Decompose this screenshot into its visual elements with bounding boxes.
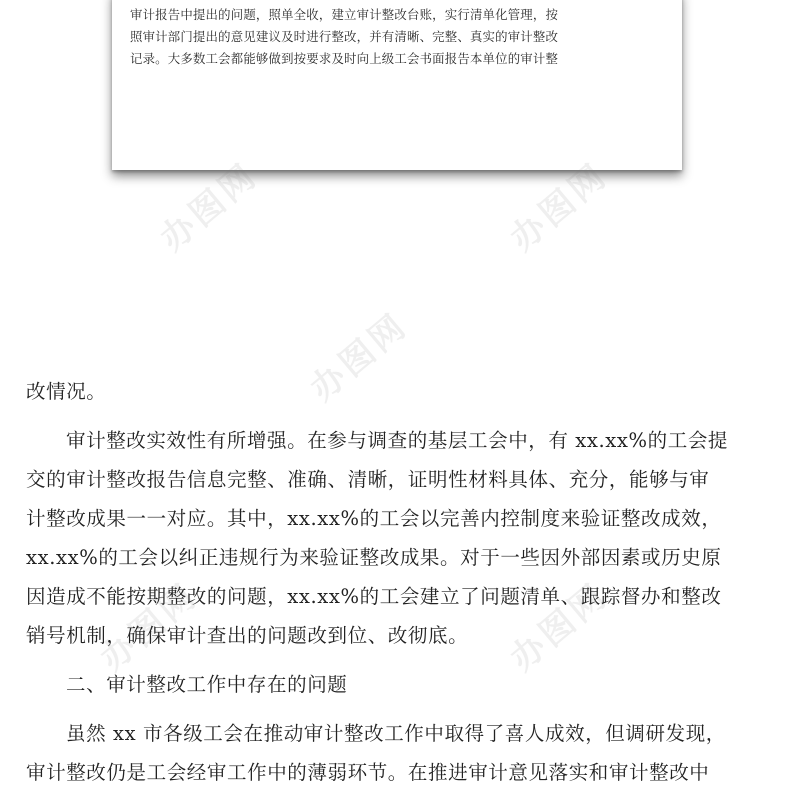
paragraph-line: xx.xx%的工会以纠正违规行为来验证整改成果。对于一些因外部因素或历史原: [26, 546, 722, 569]
watermark: 办图网: [152, 155, 266, 260]
watermark: 办图网: [502, 575, 616, 680]
preview-line: 审计报告中提出的问题，照单全收，建立审计整改台账，实行清单化管理，按: [130, 7, 559, 22]
watermark: 办图网: [302, 305, 416, 410]
paragraph-line: 审计整改实效性有所增强。在参与调查的基层工会中，有 xx.xx%的工会提: [66, 429, 729, 452]
paragraph-problems: [26, 714, 776, 792]
page-preview-card: [112, 0, 682, 170]
paragraph-audit-effectiveness: [26, 421, 776, 655]
paragraph-line: 交的审计整改报告信息完整、准确、清晰，证明性材料具体、充分，能够与审: [26, 468, 710, 491]
section-heading: 二、审计整改工作中存在的问题: [66, 673, 348, 696]
preview-line: 照审计部门提出的意见建议及时进行整改，并有清晰、完整、真实的审计整改: [130, 29, 559, 44]
paragraph-line: 计整改成果一一对应。其中，xx.xx%的工会以完善内控制度来验证整改成效，: [26, 507, 722, 530]
paragraph-line: 审计整改仍是工会经审工作中的薄弱环节。在推进审计意见落实和审计整改中: [26, 761, 710, 784]
watermark: 办图网: [92, 575, 206, 680]
document-body: [26, 372, 776, 792]
paragraph-line: 因造成不能按期整改的问题，xx.xx%的工会建立了问题清单、跟踪督办和整改: [26, 585, 722, 608]
preview-line: 记录。大多数工会都能够做到按要求及时向上级工会书面报告本单位的审计整: [130, 51, 559, 66]
preview-text: [130, 4, 640, 70]
continuation-line: 改情况。: [26, 380, 107, 403]
paragraph-line: 虽然 xx 市各级工会在推动审计整改工作中取得了喜人成效，但调研发现，: [66, 722, 726, 745]
paragraph-line: 销号机制，确保审计查出的问题改到位、改彻底。: [26, 624, 469, 647]
watermark: 办图网: [502, 155, 616, 260]
